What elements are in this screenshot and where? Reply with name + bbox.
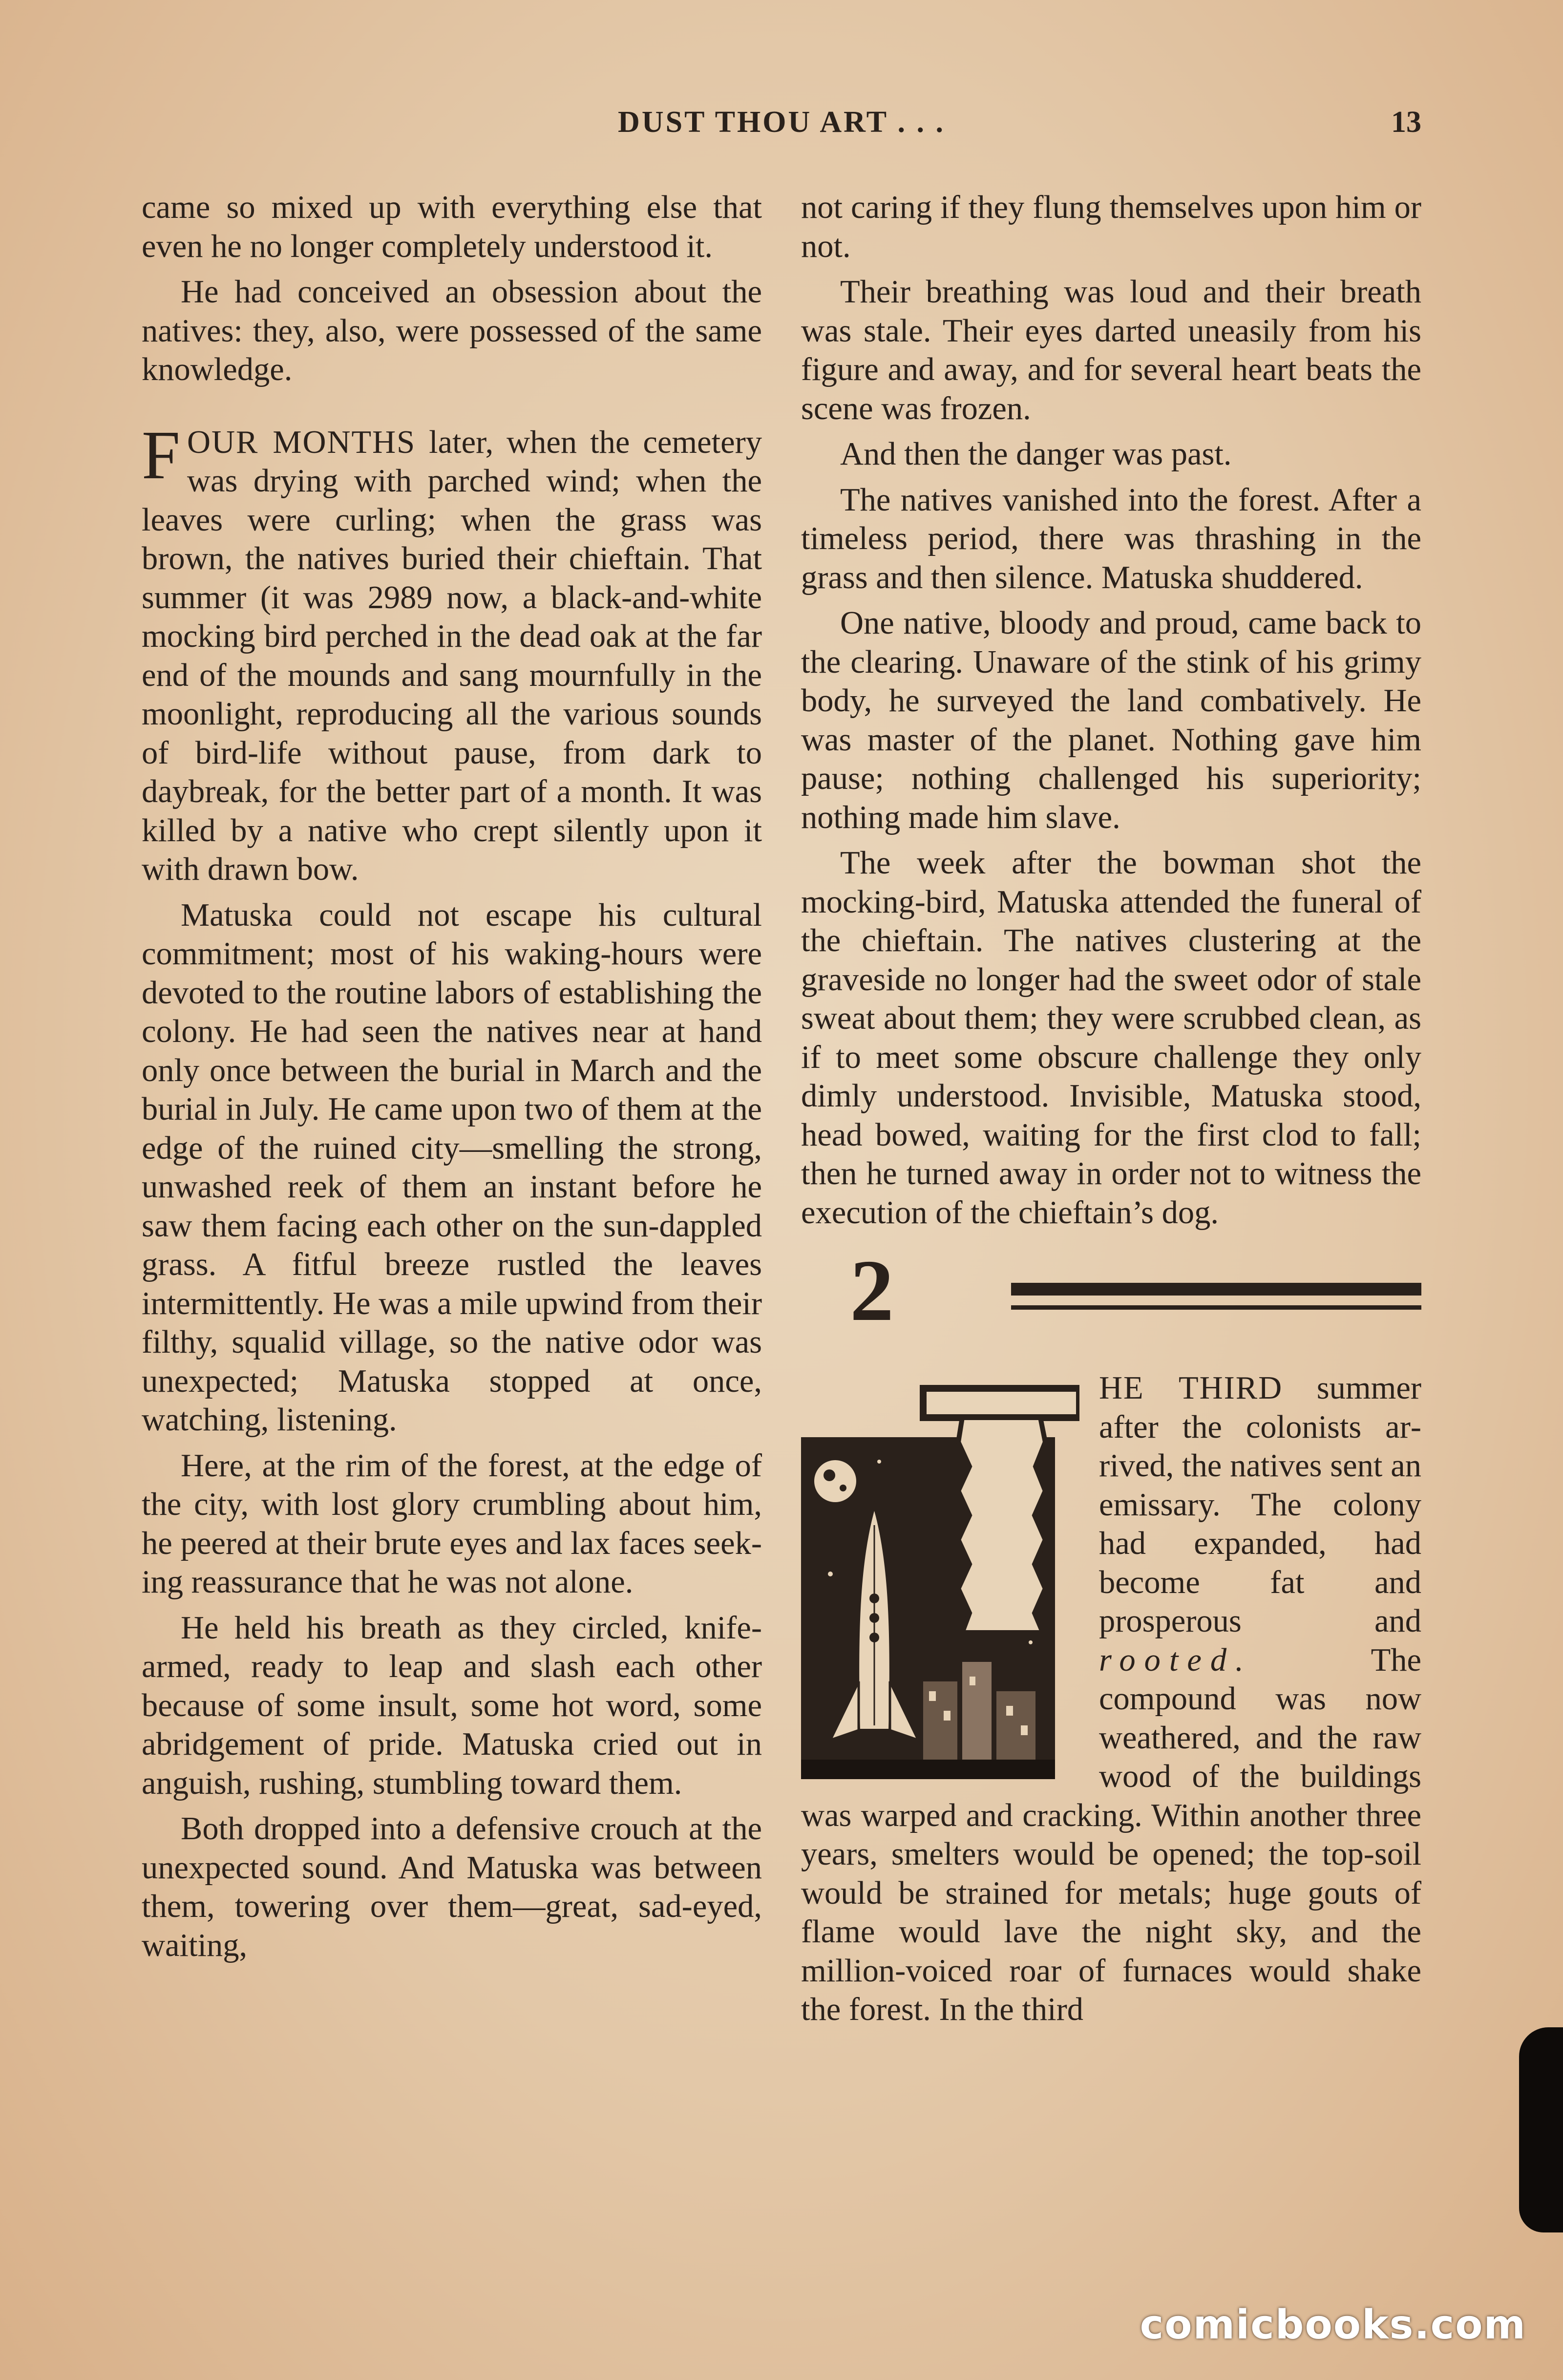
paragraph: The week after the bowman shot the mocking-bird, Matuska attended the funeral of the chieftain. The natives clustering at the graveside no longer had the sweet odor of stale sweat about them; they were scrubbed clean, as if to meet some obscure challenge they only dimly understood. Invisible, Matuska stood, head bowed, waiting for the first clod to fall; then he turned away in order not to witness the execution of the chieftain’s dog. [801, 845, 1421, 1231]
page-number: 13 [1391, 106, 1421, 139]
paragraph: not caring if they flung themselves upon him or not. [801, 190, 1421, 264]
section-break [142, 396, 762, 423]
paragraph-text: later, when the cemetery was drying with parched wind; when the leaves were curling; when the grass was brown, the natives buried their chieftain. That summer (it was 2989 now, a black-and-white mocking bird perched in the dead oak at the far end of the mounds and sang mournfully in the moonlight, reproducing all the various sounds of bird-life without pause, from dark to daybreak, for the better part of a month. It was killed by a native who crept silently upon it with drawn bow. [142, 424, 762, 887]
heading-rule-thick [1011, 1283, 1421, 1296]
paragraph: Here, at the rim of the forest, at the edge of the city, with lost glory crumbling about him, he peered at their brute eyes and lax faces seeking reassurance that he was not alone. [142, 1447, 762, 1600]
paragraph: came so mixed up with everything else that even he no longer completely understood it. [142, 190, 762, 264]
watermark-logo: comicbooks.com [1140, 2302, 1526, 2348]
paragraph: Both dropped into a defensive crouch at the unexpected sound. And Matuska was between them, towering over them—great, sad-eyed, waiting, [142, 1811, 762, 1963]
section-number: 2 [850, 1242, 894, 1339]
paragraph-text: The compound was now weathered, and the raw wood of the buildings was warped and cracking. Within another three years, smelters would be opened; the top-soil would be strained for metals; huge gouts of flame would lave the night sky, and the million-voiced roar of furnaces would shake the forest. In the third [801, 1642, 1421, 2027]
rocket-illustration-art [801, 1369, 1079, 1779]
lead-in-caps: OUR MONTHS [187, 424, 416, 460]
heading-rule-thin [1011, 1305, 1421, 1310]
paragraph [142, 416, 762, 889]
running-title: DUST THOU ART . . . [618, 106, 945, 139]
drop-cap: F [142, 416, 180, 493]
rocket-initial-illustration [801, 1369, 1079, 1779]
paragraph: Matuska could not escape his cultural commitment; most of his waking-hours were devoted to the routine labors of establishing the colony. He had seen the natives near at hand only once between the burial in March and the burial in July. He came upon two of them at the edge of the ruined city—smelling the strong, unwashed reek of them an instant before he saw them facing each other on the sun-dappled grass. A fitful breeze rustled the leaves intermittently. He was a mile upwind from their filthy, squalid village, so the native odor was unexpected; Matuska stopped at once, watching, listening. [142, 897, 762, 1438]
paragraph: The natives vanished into the forest. After a timeless period, there was thrashing in the grass and then silence. Matuska shuddered. [801, 482, 1421, 595]
right-column [801, 188, 1421, 2036]
paragraph: One native, bloody and proud, came back to the clearing. Unaware of the stink of his grimy body, he surveyed the land combatively. He was master of the planet. Nothing gave him pause; nothing challenged his superiority; nothing made him slave. [801, 605, 1421, 835]
paragraph: Their breathing was loud and their breath was stale. Their eyes darted uneasily from his figure and away, and for several heart beats the scene was frozen. [801, 274, 1421, 426]
paragraph: And then the danger was past. [840, 436, 1232, 472]
left-column [142, 188, 762, 1972]
paragraph: He held his breath as they circled, knife-armed, ready to leap and slash each other because of some insult, some hot word, some abridgement of pride. Matuska cried out in anguish, rushing, stumbling toward them. [142, 1610, 762, 1801]
page-header [142, 105, 1421, 149]
emphasis-text: rooted. [1099, 1642, 1252, 1678]
lead-in-caps: HE THIRD [1099, 1370, 1283, 1406]
paragraph-text: summer after the colonists arrived, the natives sent an emissary. The colony had expanded, had become fat and prosperous and [1099, 1370, 1421, 1639]
page-damage-blot [1519, 2027, 1563, 2232]
paragraph: He had conceived an obsession about the natives: they, also, were possessed of the same knowledge. [142, 274, 762, 387]
section-heading [801, 1242, 1421, 1349]
